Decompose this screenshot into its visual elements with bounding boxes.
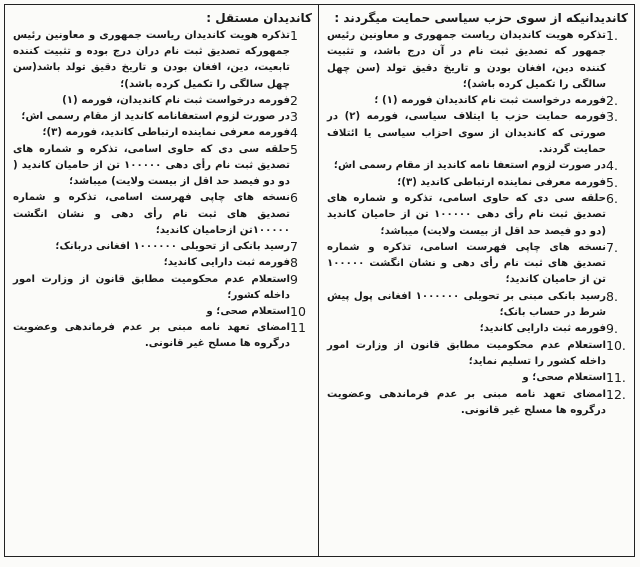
requirement-number: 4. <box>606 158 618 174</box>
requirement-number: 2. <box>606 93 618 109</box>
requirement-number: 10. <box>606 337 626 353</box>
requirement-text: امضای تعهد نامه مبنی بر عدم فرماندهی وعضویت درگروه ها مسلح غیر قانونی. <box>13 322 290 350</box>
requirement-text: فورمه حمایت حزب یا ایتلاف سیاسی، فورمه (۲) در صورتی که کاندیدان از سوی احزاب سیاسی یا ائتلاف حمایت گردند. <box>327 111 607 156</box>
requirement-item <box>327 321 628 337</box>
requirement-item <box>327 338 628 371</box>
requirement-text: فورمه درخواست ثبت نام کاندیدان، فورمه (۱) <box>62 94 290 106</box>
requirement-number: 7 <box>290 238 298 254</box>
requirement-number: 5. <box>606 174 618 190</box>
requirement-item <box>13 28 312 93</box>
requirement-number: 10 <box>290 303 306 319</box>
requirement-item <box>13 142 312 191</box>
requirement-text: امضای تعهد نامه مبنی بر عدم فرماندهی وعضویت درگروه ها مسلح غیر قانونی. <box>327 388 606 416</box>
requirement-text: رسید بانکی از تحویلی ۱۰۰۰۰۰۰ افغانی دربانک؛ <box>55 240 290 252</box>
requirement-item <box>327 175 628 191</box>
requirement-item <box>13 320 312 352</box>
requirement-number: 3 <box>290 109 298 125</box>
requirement-number: 9. <box>606 321 618 337</box>
requirement-text: فورمه ثبت دارایی کاندید؛ <box>163 257 290 269</box>
requirement-item <box>13 93 312 109</box>
requirement-number: 3. <box>606 109 618 125</box>
requirement-number: 8 <box>290 255 298 271</box>
independent-candidates-column <box>5 5 318 556</box>
requirement-item <box>13 304 312 320</box>
requirement-item <box>13 239 312 255</box>
party-column-title: کاندیدانیکه از سوی حزب سیاسی حمایت میگردند : <box>334 11 628 25</box>
requirement-item <box>327 93 628 109</box>
requirement-item <box>327 387 628 420</box>
party-requirements-list <box>327 28 628 419</box>
requirement-number: 8. <box>606 288 618 304</box>
requirement-number: 11. <box>606 370 626 386</box>
requirement-number: 5 <box>290 141 298 157</box>
requirement-item <box>13 255 312 271</box>
requirement-text: در صورت لزوم استعفانامه کاندید از مقام رسمی اش؛ <box>21 111 290 123</box>
requirement-text: استعلام صحی؛ و <box>206 305 290 317</box>
requirement-text: استعلام عدم محکومیت مطابق قانون از وزارت امور داخله کشور را تسلیم نماید؛ <box>327 339 606 367</box>
requirement-item <box>13 125 312 141</box>
requirement-item <box>327 240 628 289</box>
requirement-number: 6 <box>290 190 298 206</box>
requirement-text: فورمه معرفی نماینده ارتباطی کاندید، فورمه (۳)؛ <box>42 127 290 139</box>
requirements-table <box>4 4 635 557</box>
requirement-item <box>13 109 312 125</box>
independent-column-title: کاندیدان مستقل : <box>206 11 312 25</box>
requirement-item <box>327 158 628 174</box>
requirement-number: 1. <box>606 28 618 43</box>
requirement-text: حلقه سی دی که حاوی اسامی، تذکره و شماره های تصدیق ثبت نام رأی دهی ۱۰۰۰۰۰ تن از حامیان کاندید ( دو دو فیصد حد اقل از بیست ولایت) میباشد؛ <box>13 143 290 188</box>
requirement-number: 12. <box>606 386 626 402</box>
requirement-text: تذکره هویت کاندیدان ریاست جمهوری و معاونین رئیس جمهورکه تصدیق ثبت نام دران درج بوده و تثبیت کننده تابعیت، دین، افغان بودن و تاریخ دقیق تولد باشد(سن چهل سالگی را تکمیل کرده باشد)؛ <box>13 30 290 90</box>
requirement-text: فورمه معرفی نماینده ارتباطی کاندید (۳)؛ <box>397 176 606 188</box>
requirement-number: 11 <box>290 320 306 336</box>
independent-requirements-list <box>13 28 312 353</box>
requirement-number: 7. <box>606 239 618 255</box>
requirement-item <box>327 191 628 240</box>
requirement-text: استعلام صحی؛ و <box>522 372 606 384</box>
requirement-item <box>327 28 628 93</box>
requirement-item <box>327 289 628 322</box>
requirement-text: تذکره هویت کاندیدان ریاست جمهوری و معاونین رئیس جمهور که تصدیق ثبت نام در آن درج باشد، و تثبیت کننده دین، افغان بودن و تاریخ دقیق تولد (سن چهل سالگی را تکمیل کرده باشد)؛ <box>327 30 606 90</box>
requirement-text: نسخه های چاپی فهرست اسامی، تذکره و شماره تصدیق های ثبت نام رأی دهی و نشان انگشت ۱۰۰۰۰۰ تن از حامیان کاندید؛ <box>327 241 606 286</box>
requirement-number: 2 <box>290 92 298 108</box>
requirement-text: حلقه سی دی که حاوی اسامی، تذکره و شماره های تصدیق ثبت نام رأی دهی ۱۰۰۰۰۰ تن از حامیان کاندید (دو دو فیصد حد اقل از بیست ولایت) میباشد؛ <box>327 192 606 237</box>
requirement-number: 9 <box>290 271 298 287</box>
requirement-item <box>327 370 628 386</box>
requirement-text: در صورت لزوم استعفا نامه کاندید از مقام رسمی اش؛ <box>333 160 606 172</box>
requirement-text: فورمه ثبت دارایی کاندید؛ <box>479 323 606 335</box>
requirement-number: 4 <box>290 125 298 141</box>
requirement-text: رسید بانکی مبنی بر تحویلی ۱۰۰۰۰۰۰ افغانی پول پیش شرط در حساب بانک؛ <box>327 290 606 319</box>
requirement-number: 6. <box>606 190 618 206</box>
requirement-text: فورمه درخواست ثبت نام کاندیدان فورمه (۱) ؛ <box>374 95 606 107</box>
requirement-item <box>13 272 312 304</box>
requirement-item <box>327 109 628 158</box>
party-candidates-column <box>319 5 634 556</box>
requirement-item <box>13 190 312 239</box>
requirement-text: نسخه های چاپی فهرست اسامی، تذکره و شماره تصدیق های ثبت نام رأی دهی و نشان انگشت ۱۰۰۰۰۰تن ازحامیان کاندید؛ <box>13 192 290 236</box>
requirement-text: استعلام عدم محکومیت مطابق قانون از وزارت امور داخله کشور؛ <box>13 273 290 301</box>
requirement-number: 1 <box>290 28 298 43</box>
